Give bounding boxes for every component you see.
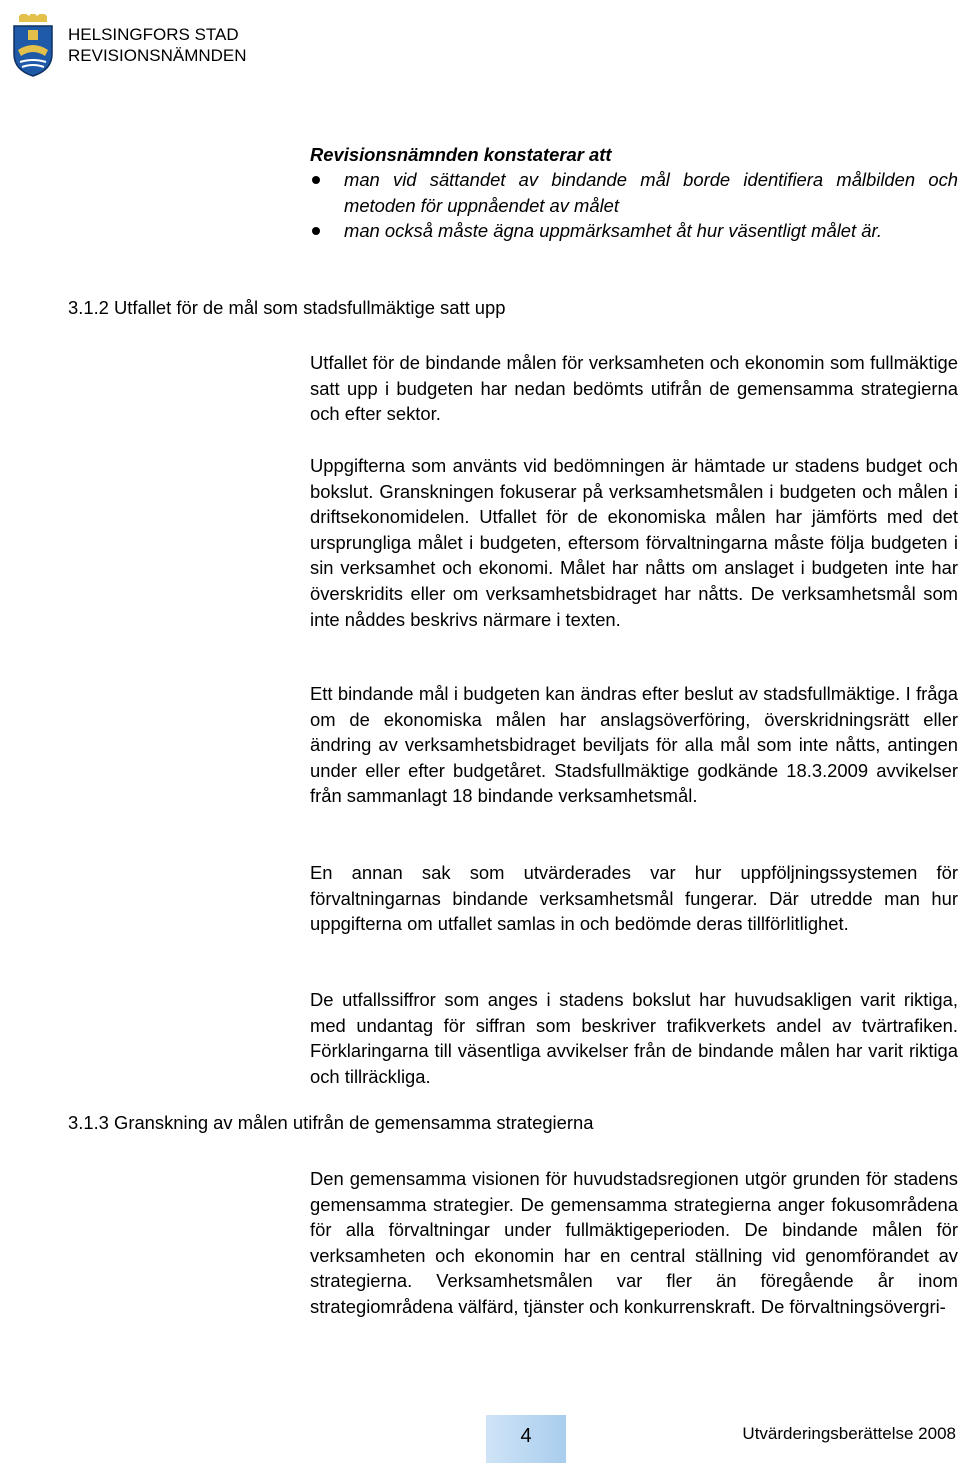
city-crest-logo [10, 14, 56, 78]
page-number-box [486, 1415, 566, 1463]
conclusion-item-text: man också måste ägna uppmärksamhet åt hur väsentligt målet är. [344, 220, 883, 242]
paragraph-312-2 [310, 453, 958, 632]
conclusion-item-text: man vid sättandet av bindande mål borde identifiera målbilden och metoden för uppnåendet av målet [344, 169, 958, 216]
paragraph-312-3 [310, 681, 958, 809]
section-heading-313: 3.1.3 Granskning av målen utifrån de gemensamma strategierna [68, 1112, 594, 1133]
body-paragraph: De utfallssiffror som anges i stadens bokslut har huvudsakligen varit riktiga, med undantag för siffran som beskriver trafikverkets andel av tvärtrafiken. Förklaringarna till väsentliga avvikelser från de bindande målen har varit riktiga och tillräckliga. [310, 989, 958, 1087]
page-header [10, 10, 410, 76]
paragraph-313 [310, 1166, 958, 1320]
org-name-line2: REVISIONSNÄMNDEN [68, 46, 247, 65]
organization-name [68, 24, 247, 66]
footer-document-title: Utvärderingsberättelse 2008 [742, 1424, 956, 1443]
body-paragraph: Den gemensamma visionen för huvudstadsregionen utgör grunden för stadens gemensamma strategier. De gemensamma strategierna anger fokusområdena för alla förvaltningar under fullmäktigeperioden. De bindande målen för verksamheten och ekonomin har en central ställning vid genomförandet av strategierna. Verksamhetsmålen var fler än föregående år inom strategiområdena välfärd, tjänster och konkurrenskraft. De förvaltningsövergri- [310, 1168, 958, 1317]
bullet-icon [312, 176, 320, 184]
conclusion-block [310, 143, 958, 244]
body-paragraph: Ett bindande mål i budgeten kan ändras efter beslut av stadsfullmäktige. I fråga om de ekonomiska målen har anslagsöverföring, överskridningsrätt eller ändring av verksamhetsbidraget beviljats för alla mål som inte nåtts, antingen under eller efter budgetåret. Stadsfullmäktige godkände 18.3.2009 avvikelser från sammanlagt 18 bindande verksamhetsmål. [310, 683, 958, 807]
body-paragraph: En annan sak som utvärderades var hur uppföljningssystemen för förvaltningarnas bindande verksamhetsmål fungerar. Där utredde man hur uppgifterna om utfallet samlas in och bedömde deras tillförlitlighet. [310, 862, 958, 935]
paragraph-312-5 [310, 987, 958, 1089]
body-paragraph: Uppgifterna som använts vid bedömningen är hämtade ur stadens budget och bokslut. Granskningen fokuserar på verksamhetsmålen i budgeten och målen i driftsekonomidelen. Utfallet för de ekonomiska målen har jämförts med det ursprungliga målet i budgeten, eftersom förvaltningarna måste följa budgeten i sin verksamhet och ekonomi. Målet har nåtts om anslaget i budgeten inte har överskridits eller om verksamhetsbidraget har nåtts. De verksamhetsmål som inte nåddes beskrivs närmare i texten. [310, 455, 958, 630]
paragraph-312-1 [310, 350, 958, 427]
paragraph-312-4 [310, 860, 958, 937]
body-paragraph: Utfallet för de bindande målen för verksamheten och ekonomin som fullmäktige satt upp i budgeten har nedan bedömts utifrån de gemensamma strategierna och efter sektor. [310, 352, 958, 425]
conclusion-list [310, 167, 958, 244]
page-number: 4 [520, 1425, 532, 1447]
conclusion-title: Revisionsnämnden konstaterar att [310, 144, 612, 165]
conclusion-item [310, 218, 958, 244]
bullet-icon [312, 227, 320, 235]
section-heading-312: 3.1.2 Utfallet för de mål som stadsfullmäktige satt upp [68, 297, 506, 318]
org-name-line1: HELSINGFORS STAD [68, 25, 239, 44]
conclusion-item [310, 167, 958, 218]
